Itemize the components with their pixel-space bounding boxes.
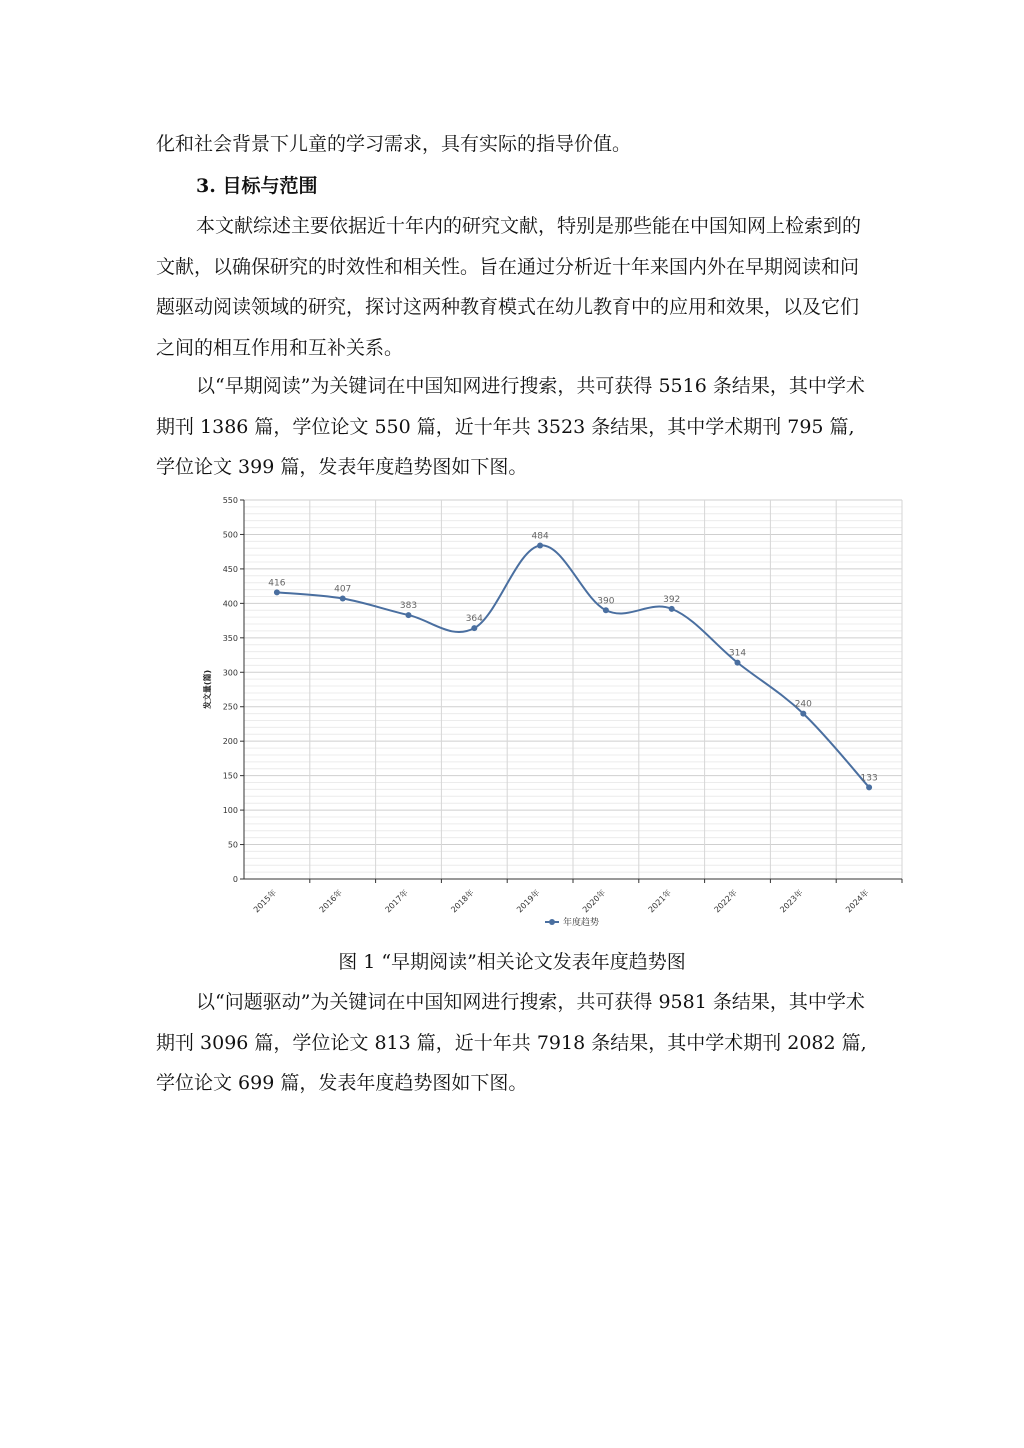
y-tick-label: 50 [227,840,238,850]
y-tick-label: 250 [222,702,238,712]
y-tick-label: 0 [232,875,238,884]
data-point [537,542,543,548]
early-reading-paragraph: 以“早期阅读”为关键词在中国知网进行搜索，共可获得 5516 条结果，其中学术期刊 1386 篇，学位论文 550 篇，近十年共 3523 条结果，其中学术期刊 795 篇,学位论文 399 篇，发表年度趋势图如下图。 [156,375,865,478]
data-point [735,660,741,666]
data-label: 314 [728,648,747,659]
y-axis-title: 发文量(篇) [203,669,212,710]
x-tick-label: 2018年 [449,888,476,915]
data-label: 390 [597,596,615,607]
data-label: 407 [334,584,352,595]
y-tick-label: 150 [222,771,238,781]
top-paragraph: 化和社会背景下儿童的学习需求，具有实际的指导价值。 [156,133,632,155]
data-point [669,606,675,612]
x-tick-label: 2023年 [778,888,805,915]
data-label: 240 [794,699,812,710]
x-tick-label: 2016年 [317,888,345,915]
x-tick-label: 2015年 [251,888,279,915]
data-label: 133 [860,773,878,784]
y-tick-label: 500 [222,530,238,540]
y-tick-label: 550 [222,496,238,505]
trend-chart-svg [196,490,916,935]
x-tick-label: 2021年 [646,888,674,915]
y-tick-label: 350 [222,633,238,643]
legend-marker [549,919,555,925]
scope-paragraph: 本文献综述主要依据近十年内的研究文献，特别是那些能在中国知网上检索到的文献，以确保研究的时效性和相关性。旨在通过分析近十年来国内外在早期阅读和问题驱动阅读领域的研究，探讨这两种教育模式在幼儿教育中的应用和效果，以及它们之间的相互作用和互补关系。 [156,215,862,359]
x-tick-label: 2024年 [844,888,871,915]
data-label: 383 [399,601,418,612]
data-point [406,612,412,618]
figure-caption: 图 1 “早期阅读”相关论文发表年度趋势图 [338,951,686,973]
data-point [274,589,280,595]
data-label: 484 [531,531,549,542]
data-point [471,625,477,631]
legend-label: 年度趋势 [563,918,600,928]
y-tick-label: 400 [222,599,238,609]
problem-driven-paragraph: 以“问题驱动”为关键词在中国知网进行搜索，共可获得 9581 条结果，其中学术期刊 3096 篇，学位论文 813 篇，近十年共 7918 条结果，其中学术期刊 2082 篇,学位论文 699 篇，发表年度趋势图如下图。 [156,991,867,1094]
y-tick-label: 300 [222,668,238,678]
x-tick-label: 2019年 [515,888,542,915]
data-point [800,711,806,717]
data-point [866,784,872,790]
section-heading: 3. 目标与范围 [196,175,318,197]
data-point [340,596,346,602]
data-label: 364 [465,614,483,625]
x-tick-label: 2022年 [712,888,739,915]
x-tick-label: 2020年 [580,888,608,915]
y-tick-label: 200 [222,737,238,747]
x-tick-label: 2017年 [383,888,410,915]
data-label: 392 [663,594,681,605]
data-label: 416 [268,578,286,589]
y-tick-label: 450 [222,564,238,574]
data-point [603,607,609,613]
trend-chart [196,490,916,935]
y-tick-label: 100 [222,806,238,816]
